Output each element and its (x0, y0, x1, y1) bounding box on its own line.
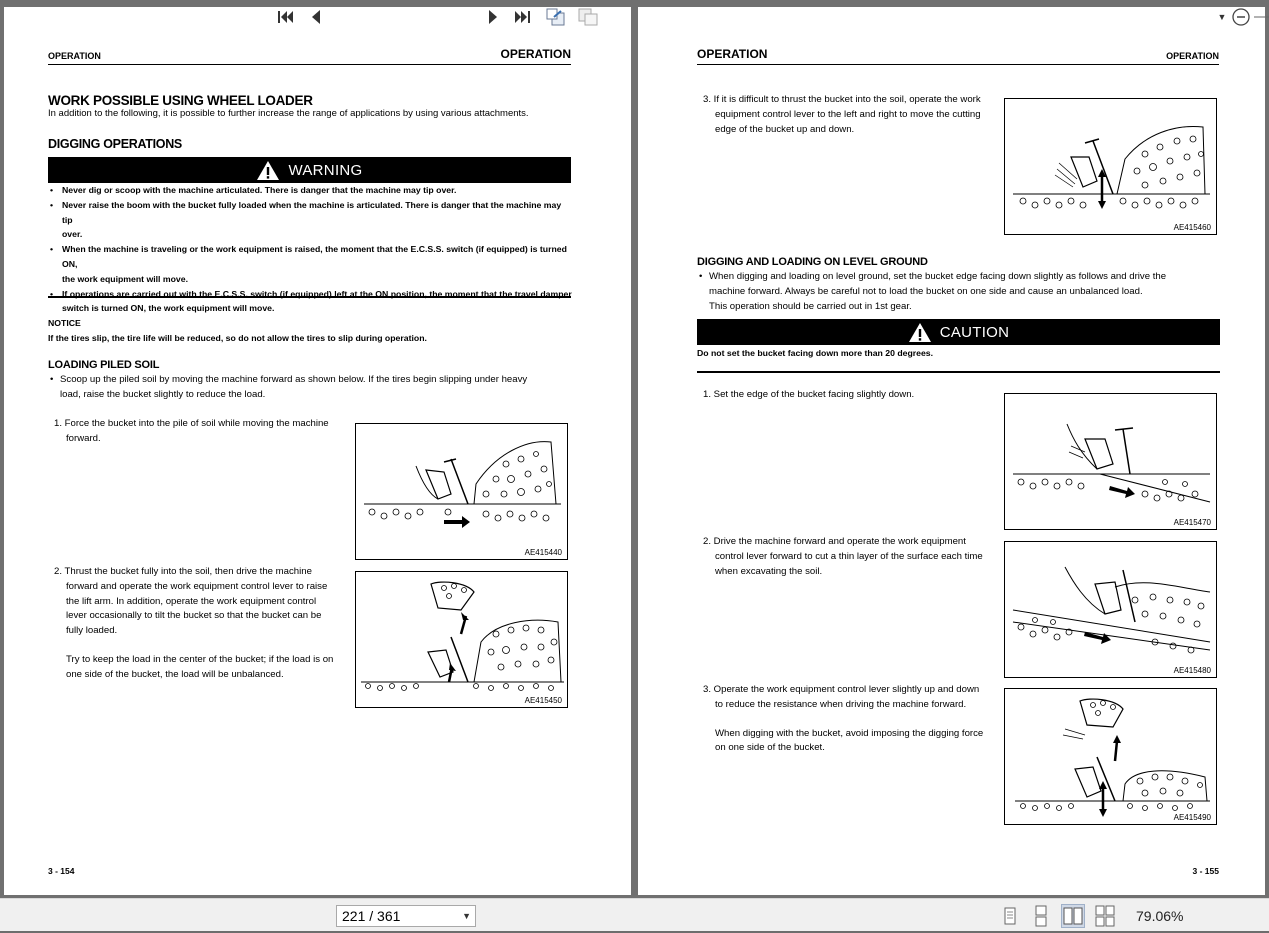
step-line: 2. Thrust the bucket fully into the soil, then drive the machine (54, 566, 312, 577)
level-step-2 (703, 535, 1000, 579)
prev-page-button[interactable] (306, 6, 326, 28)
bullet-line: Scoop up the piled soil by moving the machine forward as shown below. If the tires begin slipping under heavy (60, 374, 528, 385)
warning-end-rule (48, 296, 571, 298)
facing-view-button[interactable] (1061, 904, 1085, 928)
page-title: WORK POSSIBLE USING WHEEL LOADER (48, 93, 313, 108)
page-left (4, 7, 631, 895)
step-line: edge of the bucket up and down. (715, 123, 855, 135)
next-page-icon (486, 8, 500, 26)
step-line: the lift arm. In addition, operate the work equipment control (66, 595, 317, 607)
continuous-facing-icon (1093, 904, 1117, 928)
figure-ae415470 (1004, 393, 1217, 530)
warning-item: If operations are carried out with the E.C.S.S. switch (if equipped) left at the ON position, the moment that the travel damper (62, 288, 572, 299)
warning-icon (908, 322, 932, 343)
lift-arm-raise-illustration (356, 572, 569, 709)
running-header (48, 49, 571, 65)
chevron-down-icon: ▼ (1217, 12, 1227, 22)
figure-code: AE415480 (1173, 666, 1211, 675)
warning-item: Never raise the boom with the bucket fully loaded when the machine is articulated. There is danger that the machine may tip (62, 199, 562, 225)
slider-line-icon (1254, 7, 1269, 27)
step-2 (54, 565, 351, 683)
zoom-out-icon (1231, 7, 1251, 27)
continuous-facing-view-button[interactable] (1093, 904, 1117, 928)
step-line: equipment control lever to the left and right to move the cutting (715, 108, 981, 120)
warning-item-cont: over. (62, 229, 83, 240)
warning-item: Never dig or scoop with the machine articulated. There is danger that the machine may tip over. (62, 185, 457, 195)
zoom-level[interactable] (1136, 905, 1183, 927)
notice-label: NOTICE (48, 318, 81, 328)
figure-code: AE415490 (1173, 813, 1211, 822)
step-line: fully loaded. (66, 625, 118, 637)
bullet-line: This operation should be carried out in 1st gear. (709, 300, 912, 312)
warning-banner (48, 157, 571, 183)
step-line: control lever forward to cut a thin layer of the surface each time (715, 550, 983, 562)
go-forward-button[interactable] (576, 6, 600, 28)
step-1 (54, 417, 354, 447)
go-back-icon (545, 7, 567, 27)
go-back-button[interactable] (544, 6, 568, 28)
bullet-line: load, raise the bucket slightly to reduce the load. (60, 388, 266, 400)
figure-code: AE415450 (524, 696, 562, 705)
figure-code: AE415440 (524, 548, 562, 557)
step-line: lever occasionally to tilt the bucket so that the bucket can be (66, 610, 322, 622)
step-line: Try to keep the load in the center of the bucket; if the load is on (66, 653, 334, 665)
header-right: OPERATION (500, 47, 571, 61)
figure-ae415490 (1004, 688, 1217, 825)
prev-page-icon (309, 8, 323, 26)
figure-ae415440 (355, 423, 568, 560)
thin-layer-cut-illustration (1005, 542, 1218, 679)
page-number: 3 - 154 (48, 866, 75, 876)
section-digging-level-ground: DIGGING AND LOADING ON LEVEL GROUND (697, 256, 928, 268)
continuous-icon (1029, 904, 1053, 928)
figure-ae415450 (355, 571, 568, 708)
running-header (697, 49, 1219, 65)
next-page-button[interactable] (483, 6, 503, 28)
zoom-dropdown-button[interactable] (1216, 6, 1228, 28)
last-page-button[interactable] (512, 6, 534, 28)
bullet-line: When digging and loading on level ground, set the bucket edge facing down slightly as follows and drive the (709, 271, 1167, 282)
single-page-view-button[interactable] (998, 904, 1022, 928)
step-line: forward. (66, 432, 101, 444)
caution-label: CAUTION (939, 323, 1010, 341)
caution-end-rule (697, 371, 1220, 373)
section-loading-piled-soil: LOADING PILED SOIL (48, 359, 160, 371)
bucket-into-pile-illustration (356, 424, 569, 561)
step-line: forward and operate the work equipment control lever to raise (66, 580, 328, 592)
bucket-edge-down-illustration (1005, 394, 1218, 531)
step-line: 3. If it is difficult to thrust the bucket into the soil, operate the work (703, 94, 981, 105)
step-line: When digging with the bucket, avoid imposing the digging force (715, 727, 984, 739)
page-number: 3 - 155 (1192, 866, 1219, 876)
warning-label: WARNING (288, 161, 363, 179)
step-line: to reduce the resistance when driving the machine forward. (715, 698, 967, 710)
header-left: OPERATION (48, 51, 101, 61)
warning-list: • Never dig or scoop with the machine articulated. There is danger that the machine may tip over. • Never raise the boom with the bucket fully loaded when the machine is articulated. There is danger that the machine may tip over. • When the machine is traveling or the work equipment is raised, the moment that the E.C.S.S. switch (if equipped) is turned ON, the work equipment will move. • If operations are carried out with the E.C.S.S. switch (if equipped) left at the ON position, the moment that the travel damper switch is turned ON, the work equipment will move. (50, 183, 573, 316)
step-line: 1. Force the bucket into the pile of soil while moving the machine (54, 418, 329, 429)
header-right: OPERATION (1166, 51, 1219, 61)
step-line: 2. Drive the machine forward and operate the work equipment (703, 536, 966, 547)
caution-banner (697, 319, 1220, 345)
bullet-line: machine forward. Always be careful not to load the bucket on one side and cause an unbalanced load. (709, 285, 1143, 297)
piled-soil-bullet: • Scoop up the piled soil by moving the machine forward as shown below. If the tires begin slipping under heavy load, raise the bucket slightly to reduce the load. (50, 373, 573, 403)
figure-ae415480 (1004, 541, 1217, 678)
caution-text: Do not set the bucket facing down more than 20 degrees. (697, 348, 934, 358)
figure-code: AE415460 (1173, 223, 1211, 232)
first-page-icon (276, 8, 294, 26)
continuous-view-button[interactable] (1029, 904, 1053, 928)
facing-icon (1062, 905, 1084, 927)
warning-item-cont: switch is turned ON, the work equipment will move. (62, 303, 275, 314)
up-down-lever-illustration (1005, 689, 1218, 826)
zoom-value: 79.06% (1136, 908, 1184, 924)
notice-text: If the tires slip, the tire life will be reduced, so do not allow the tires to slip during operation. (48, 333, 427, 343)
step-line: on one side of the bucket. (715, 742, 825, 754)
figure-code: AE415470 (1173, 518, 1211, 527)
chevron-down-icon[interactable]: ▼ (462, 911, 471, 921)
page-right (638, 7, 1265, 895)
step-line: one side of the bucket, the load will be unbalanced. (66, 668, 284, 680)
header-left: OPERATION (697, 47, 768, 61)
step-line: 3. Operate the work equipment control lever slightly up and down (703, 684, 980, 695)
zoom-out-button[interactable] (1230, 6, 1252, 28)
level-step-1: 1. Set the edge of the bucket facing slightly down. (703, 389, 915, 400)
figure-ae415460 (1004, 98, 1217, 235)
warning-item: When the machine is traveling or the work equipment is raised, the moment that the E.C.S.S. switch (if equipped) is turned ON, (62, 244, 567, 269)
go-forward-icon (577, 7, 599, 27)
first-page-button[interactable] (274, 6, 296, 28)
section-digging-operations: DIGGING OPERATIONS (48, 137, 182, 151)
cutting-edge-up-down-illustration (1005, 99, 1218, 236)
intro-text: In addition to the following, it is possible to further increase the range of applications by using various attachments. (48, 108, 529, 119)
warning-icon (256, 160, 280, 181)
level-step-3 (703, 683, 1000, 756)
step-3 (703, 93, 1003, 137)
single-page-icon (998, 904, 1022, 928)
level-ground-bullet: • When digging and loading on level ground, set the bucket edge facing down slightly as follows and drive the machine forward. Always be careful not to load the bucket on one side and cause an unbalanced load. This operation should be carried out in 1st gear. (699, 270, 1221, 314)
page-indicator: 221 / 361 (342, 908, 401, 924)
page-number-input[interactable] (336, 905, 476, 927)
last-page-icon (514, 8, 532, 26)
zoom-slider-track[interactable] (1254, 6, 1269, 28)
step-line: when excavating the soil. (715, 565, 823, 577)
warning-item-cont: the work equipment will move. (62, 273, 188, 284)
